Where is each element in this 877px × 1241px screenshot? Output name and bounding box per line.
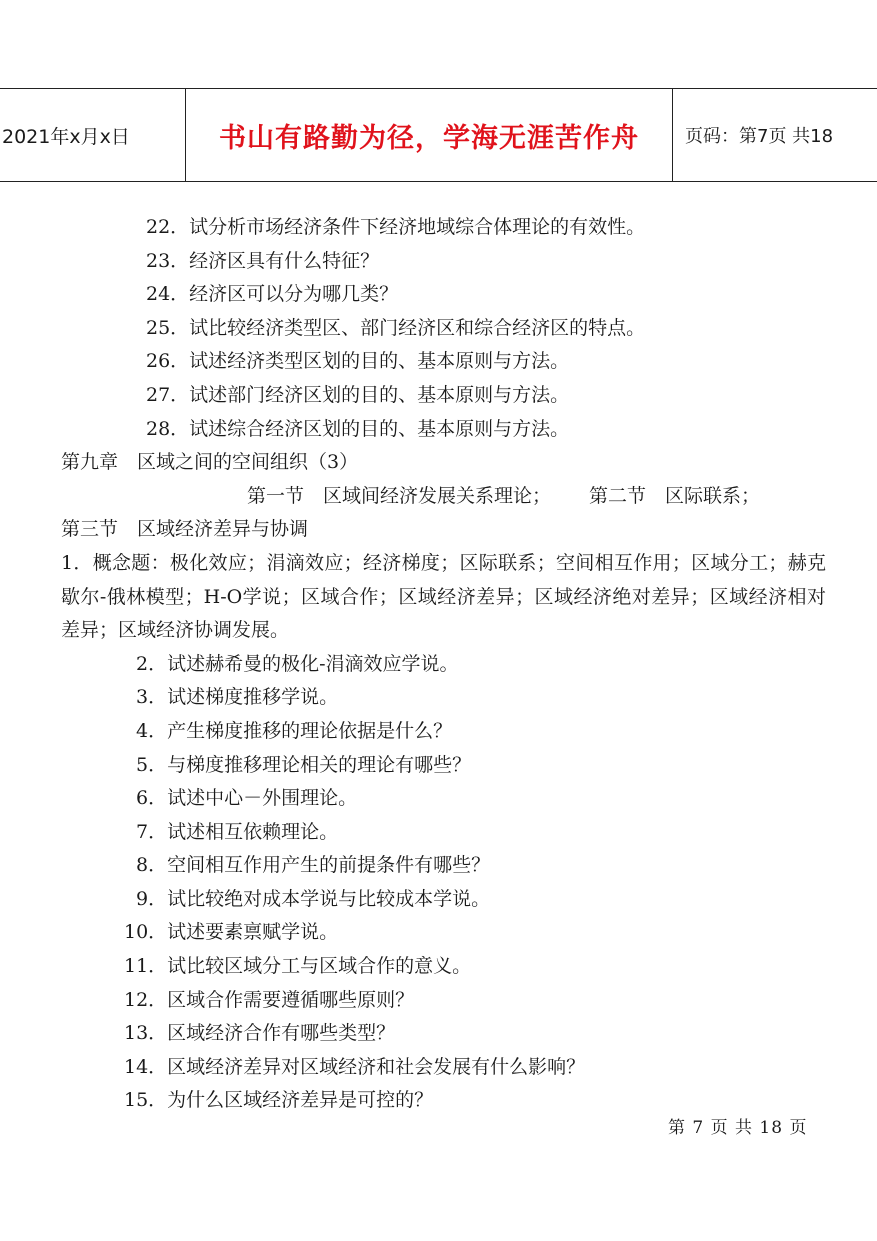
section-2-heading: 第二节 区际联系； <box>589 484 761 507</box>
question-item: 13．区域经济合作有哪些类型？ <box>124 1022 396 1045</box>
question-item: 23．经济区具有什么特征？ <box>146 249 380 272</box>
section-headings <box>61 480 826 514</box>
question-item: 24．经济区可以分为哪几类？ <box>146 283 399 306</box>
question-item: 9．试比较绝对成本学说与比较成本学说。 <box>136 887 491 910</box>
document-body <box>61 211 826 1118</box>
header-date: 2021年x月x日 <box>0 89 186 181</box>
section-1-heading: 第一节 区域间经济发展关系理论； <box>247 484 552 507</box>
page-footer: 第 7 页 共 18 页 <box>668 1118 808 1138</box>
question-item: 3．试述梯度推移学说。 <box>136 686 339 709</box>
question-item: 10．试述要素禀赋学说。 <box>124 921 339 944</box>
question-item: 2．试述赫希曼的极化-涓滴效应学说。 <box>136 652 459 675</box>
question-item: 7．试述相互依赖理论。 <box>136 820 339 843</box>
question-item: 5．与梯度推移理论相关的理论有哪些？ <box>136 753 472 776</box>
section-3-heading: 第三节 区域经济差异与协调 <box>61 518 309 541</box>
header-page-info: 页码：第7页 共18 <box>685 126 834 147</box>
page-header <box>0 88 877 182</box>
question-item: 25．试比较经济类型区、部门经济区和综合经济区的特点。 <box>146 316 646 339</box>
question-item: 22．试分析市场经济条件下经济地域综合体理论的有效性。 <box>146 216 646 238</box>
question-item: 11．试比较区域分工与区域合作的意义。 <box>124 955 472 978</box>
question-item: 28．试述综合经济区划的目的、基本原则与方法。 <box>146 417 570 440</box>
question-item: 15．为什么区域经济差异是可控的？ <box>124 1089 434 1112</box>
question-item: 8．空间相互作用产生的前提条件有哪些？ <box>136 854 491 877</box>
question-item: 6．试述中心－外围理论。 <box>136 787 358 810</box>
question-item: 27．试述部门经济区划的目的、基本原则与方法。 <box>146 383 570 406</box>
chapter-title: 第九章 区域之间的空间组织（3） <box>61 451 359 474</box>
question-item: 14．区域经济差异对区域经济和社会发展有什么影响？ <box>124 1055 586 1078</box>
question-item: 12．区域合作需要遵循哪些原则？ <box>124 988 415 1011</box>
concept-question: 1．概念题：极化效应；涓滴效应；经济梯度；区际联系；空间相互作用；区域分工；赫克歇尔-俄林模型；H-O学说；区域合作；区域经济差异；区域经济绝对差异；区域经济相对差异；区域经济协调发展。 <box>61 551 826 642</box>
header-motto: 书山有路勤为径，学海无涯苦作舟 <box>186 89 673 181</box>
question-item: 26．试述经济类型区划的目的、基本原则与方法。 <box>146 350 570 373</box>
question-item: 4．产生梯度推移的理论依据是什么？ <box>136 719 453 742</box>
